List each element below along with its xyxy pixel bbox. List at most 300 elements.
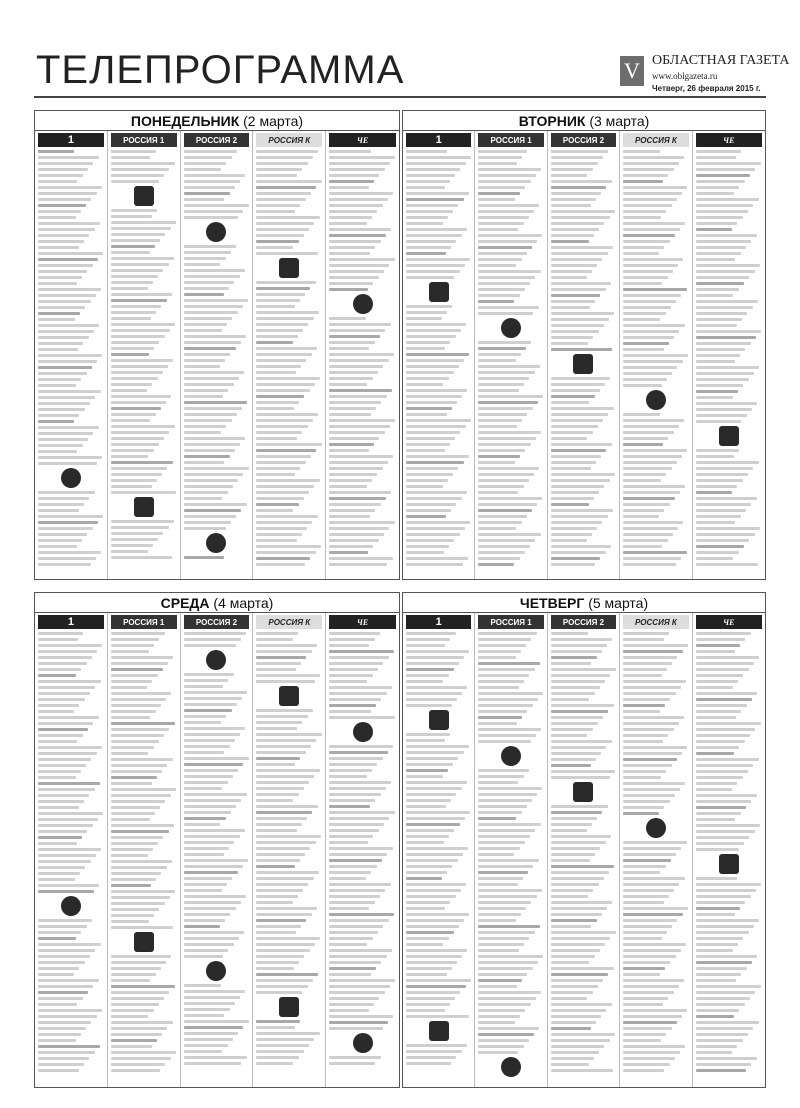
program-entry: [256, 222, 314, 225]
program-entry: [111, 926, 174, 929]
program-entry: [111, 251, 150, 254]
program-entry: [256, 781, 309, 784]
program-entry: [329, 668, 378, 671]
site-url: www.oblgazeta.ru: [652, 71, 718, 81]
program-entry: [38, 716, 99, 719]
program-entry: [38, 991, 88, 994]
masthead: [34, 48, 790, 100]
program-entry: [329, 638, 374, 641]
program-entry: [406, 739, 445, 742]
program-entry: [696, 913, 735, 916]
program-entry: [329, 234, 386, 237]
program-entry: [256, 425, 307, 428]
program-entry: [696, 306, 753, 309]
program-entry: [329, 186, 368, 189]
program-entry: [256, 745, 311, 748]
program-entry: [111, 461, 173, 464]
program-entry: [696, 318, 742, 321]
program-entry: [329, 258, 394, 261]
program-entry: [329, 359, 388, 362]
russia-k-logo: РОССИЯ К: [256, 133, 322, 147]
schedule-listing: [108, 632, 180, 1072]
program-entry: [551, 1033, 615, 1036]
program-entry: [111, 1069, 160, 1072]
program-entry: [478, 168, 541, 171]
program-entry: [623, 794, 675, 797]
program-entry: [256, 563, 305, 566]
program-entry: [184, 739, 235, 742]
program-entry: [256, 793, 298, 796]
program-entry: [256, 751, 305, 754]
program-entry: [184, 853, 224, 856]
program-entry: [329, 341, 374, 344]
program-entry: [184, 901, 241, 904]
program-entry: [696, 770, 748, 773]
program-entry: [478, 1027, 539, 1030]
program-entry: [38, 444, 83, 447]
program-entry: [184, 473, 244, 476]
program-entry: [406, 485, 443, 488]
program-entry: [329, 162, 390, 165]
program-entry: [111, 443, 159, 446]
program-entry: [406, 799, 451, 802]
program-entry: [256, 527, 307, 530]
russia-1-logo: РОССИЯ 1: [478, 615, 543, 629]
program-entry: [551, 955, 595, 958]
program-entry: [551, 318, 609, 321]
program-entry: [184, 299, 248, 302]
program-entry: [38, 1003, 77, 1006]
program-entry: [329, 692, 386, 695]
program-entry: [551, 1045, 605, 1048]
program-entry: [184, 311, 238, 314]
program-entry: [256, 979, 313, 982]
program-entry: [551, 419, 603, 422]
program-entry: [38, 848, 101, 851]
program-entry: [551, 234, 594, 237]
program-entry: [111, 556, 172, 559]
program-entry: [329, 204, 382, 207]
program-entry: [256, 204, 300, 207]
program-entry: [623, 680, 686, 683]
program-entry: [623, 865, 666, 868]
program-entry: [406, 443, 450, 446]
program-entry: [329, 949, 392, 952]
program-entry: [111, 1003, 159, 1006]
program-entry: [478, 638, 531, 641]
program-entry: [329, 383, 367, 386]
program-entry: [696, 668, 749, 671]
program-entry: [111, 449, 154, 452]
program-entry: [551, 246, 613, 249]
program-entry: [478, 383, 524, 386]
program-entry: [256, 769, 319, 772]
program-entry: [478, 967, 532, 970]
program-entry: [38, 234, 89, 237]
program-entry: [38, 384, 76, 387]
russia-k-logo: РОССИЯ К: [623, 615, 688, 629]
program-entry: [38, 527, 93, 530]
sub-channel-logo-icon: [719, 426, 739, 446]
program-entry: [256, 162, 307, 165]
program-entry: [623, 1039, 661, 1042]
program-entry: [551, 180, 612, 183]
program-entry: [111, 848, 153, 851]
program-entry: [111, 407, 161, 410]
program-entry: [111, 156, 150, 159]
program-entry: [38, 174, 83, 177]
program-entry: [406, 323, 466, 326]
program-entry: [329, 335, 380, 338]
program-entry: [111, 437, 164, 440]
program-entry: [478, 180, 530, 183]
program-entry: [38, 330, 94, 333]
program-entry: [184, 679, 229, 682]
program-entry: [184, 156, 232, 159]
program-entry: [478, 656, 515, 659]
program-entry: [623, 1051, 680, 1054]
program-entry: [478, 312, 533, 315]
program-entry: [184, 389, 229, 392]
program-entry: [551, 656, 597, 659]
program-entry: [696, 461, 759, 464]
program-entry: [111, 323, 175, 326]
program-entry: [38, 842, 77, 845]
masthead-rule: [34, 96, 766, 98]
program-entry: [478, 419, 522, 422]
program-entry: [38, 770, 81, 773]
program-entry: [329, 919, 388, 922]
program-entry: [256, 234, 303, 237]
program-entry: [696, 479, 743, 482]
program-entry: [111, 485, 152, 488]
program-entry: [329, 371, 378, 374]
program-entry: [406, 341, 450, 344]
program-entry: [38, 156, 99, 159]
channel-column: [35, 131, 108, 579]
program-entry: [111, 239, 160, 242]
program-entry: [478, 341, 531, 344]
program-entry: [551, 919, 597, 922]
program-entry: [256, 401, 299, 404]
program-entry: [478, 276, 535, 279]
program-entry: [111, 162, 175, 165]
program-entry: [329, 1009, 368, 1012]
program-entry: [38, 800, 84, 803]
program-entry: [551, 895, 588, 898]
program-entry: [623, 174, 668, 177]
program-entry: [478, 799, 532, 802]
program-entry: [256, 967, 294, 970]
program-entry: [406, 270, 460, 273]
program-entry: [329, 829, 378, 832]
sub-channel-logo-icon: [134, 186, 154, 206]
program-entry: [329, 967, 376, 970]
program-entry: [38, 1027, 86, 1030]
program-entry: [111, 728, 170, 731]
program-entry: [184, 829, 245, 832]
program-entry: [623, 318, 660, 321]
program-entry: [256, 491, 309, 494]
program-entry: [478, 377, 529, 380]
program-entry: [38, 638, 78, 641]
program-entry: [551, 734, 588, 737]
program-entry: [478, 1033, 534, 1036]
program-entry: [551, 485, 605, 488]
program-entry: [478, 847, 519, 850]
program-entry: [551, 961, 590, 964]
program-entry: [696, 180, 745, 183]
program-entry: [478, 937, 529, 940]
program-entry: [111, 830, 169, 833]
program-entry: [256, 317, 313, 320]
program-entry: [256, 907, 317, 910]
program-entry: [111, 233, 166, 236]
program-entry: [256, 847, 310, 850]
schedule-listing: [693, 632, 765, 1072]
program-entry: [256, 449, 316, 452]
program-entry: [38, 402, 90, 405]
program-entry: [329, 479, 372, 482]
program-entry: [329, 228, 391, 231]
che-logo: ЧЕ: [696, 615, 762, 629]
program-entry: [184, 865, 243, 868]
program-entry: [329, 413, 370, 416]
program-entry: [406, 745, 469, 748]
program-entry: [111, 473, 162, 476]
program-entry: [623, 473, 666, 476]
program-entry: [623, 162, 679, 165]
day-block: [34, 592, 400, 1088]
program-entry: [696, 889, 756, 892]
program-entry: [329, 425, 390, 428]
program-entry: [696, 1027, 754, 1030]
program-entry: [329, 835, 373, 838]
channel-column: [108, 613, 181, 1087]
program-entry: [478, 955, 543, 958]
program-entry: [551, 431, 593, 434]
program-entry: [184, 984, 222, 987]
program-entry: [329, 419, 395, 422]
program-entry: [184, 162, 227, 165]
program-entry: [478, 264, 516, 267]
program-entry: [623, 300, 676, 303]
page-title: ТЕЛЕПРОГРАММА: [36, 48, 405, 92]
program-entry: [256, 216, 319, 219]
program-entry: [623, 931, 667, 934]
program-entry: [38, 890, 94, 893]
program-entry: [406, 692, 462, 695]
program-entry: [623, 955, 675, 958]
program-entry: [256, 353, 311, 356]
program-entry: [184, 443, 241, 446]
program-entry: [38, 539, 82, 542]
program-entry: [184, 763, 244, 766]
russia-1-logo: РОССИЯ 1: [478, 133, 543, 147]
program-entry: [329, 323, 390, 326]
program-entry: [111, 788, 176, 791]
program-entry: [329, 407, 376, 410]
program-entry: [38, 740, 77, 743]
program-entry: [329, 317, 366, 320]
program-entry: [406, 973, 447, 976]
channel-column: [693, 613, 765, 1087]
program-entry: [184, 1062, 242, 1065]
program-entry: [551, 1063, 589, 1066]
russia-2-logo: РОССИЯ 2: [551, 615, 616, 629]
program-entry: [478, 901, 531, 904]
program-entry: [329, 698, 381, 701]
program-entry: [256, 937, 320, 940]
program-entry: [38, 866, 85, 869]
program-entry: [329, 276, 378, 279]
program-entry: [329, 937, 372, 940]
program-entry: [38, 776, 76, 779]
program-entry: [551, 949, 600, 952]
program-entry: [696, 156, 736, 159]
program-entry: [696, 662, 754, 665]
program-entry: [696, 264, 760, 267]
program-entry: [38, 722, 93, 725]
program-entry: [256, 859, 299, 862]
program-entry: [478, 710, 527, 713]
program-entry: [111, 908, 160, 911]
program-entry: [256, 287, 310, 290]
program-entry: [184, 467, 249, 470]
program-entry: [184, 204, 249, 207]
program-entry: [406, 305, 452, 308]
program-entry: [623, 877, 684, 880]
program-entry: [551, 722, 598, 725]
program-entry: [623, 252, 659, 255]
program-entry: [478, 1051, 518, 1054]
program-entry: [696, 408, 752, 411]
program-entry: [38, 366, 92, 369]
program-entry: [184, 907, 236, 910]
program-entry: [111, 1009, 154, 1012]
program-entry: [111, 967, 161, 970]
sub-channel-logo-icon: [353, 294, 373, 314]
program-entry: [551, 985, 598, 988]
program-entry: [696, 1051, 733, 1054]
program-entry: [38, 192, 97, 195]
program-entry: [111, 758, 173, 761]
channel-column: [35, 613, 108, 1087]
program-entry: [38, 438, 88, 441]
program-entry: [623, 997, 668, 1000]
program-entry: [38, 348, 78, 351]
program-entry: [406, 431, 460, 434]
program-entry: [406, 449, 445, 452]
program-entry: [478, 1039, 528, 1042]
program-entry: [478, 662, 539, 665]
program-entry: [184, 1038, 233, 1041]
program-entry: [184, 883, 227, 886]
program-entry: [329, 877, 366, 880]
program-entry: [623, 324, 684, 327]
program-entry: [478, 461, 515, 464]
program-entry: [111, 979, 150, 982]
program-entry: [111, 174, 164, 177]
program-entry: [623, 156, 684, 159]
program-entry: [551, 883, 599, 886]
program-entry: [38, 228, 95, 231]
program-entry: [478, 895, 536, 898]
program-entry: [478, 722, 517, 725]
program-entry: [111, 150, 156, 153]
program-entry: [38, 246, 79, 249]
program-entry: [406, 455, 469, 458]
program-entry: [696, 895, 751, 898]
program-entry: [478, 485, 523, 488]
program-entry: [256, 156, 313, 159]
program-entry: [623, 841, 686, 844]
paper-name: ОБЛАСТНАЯ ГАЗЕТА: [652, 53, 790, 68]
program-entry: [478, 557, 519, 560]
program-entry: [696, 698, 752, 701]
program-entry: [623, 716, 684, 719]
schedule-listing: [548, 150, 619, 566]
program-entry: [551, 1069, 613, 1072]
program-entry: [551, 817, 597, 820]
program-entry: [184, 775, 233, 778]
program-entry: [478, 925, 539, 928]
program-entry: [111, 716, 150, 719]
program-entry: [38, 396, 95, 399]
program-entry: [551, 1009, 607, 1012]
program-entry: [696, 842, 744, 845]
program-entry: [696, 150, 742, 153]
program-entry: [551, 264, 597, 267]
program-entry: [696, 198, 759, 201]
program-entry: [111, 257, 174, 260]
program-entry: [478, 1009, 525, 1012]
program-entry: [329, 395, 386, 398]
channel-column: [548, 131, 620, 579]
program-entry: [329, 841, 368, 844]
program-entry: [696, 919, 760, 922]
program-entry: [623, 632, 669, 635]
program-entry: [38, 258, 98, 261]
program-entry: [696, 186, 740, 189]
issue-date: Четверг, 26 февраля 2015 г.: [652, 84, 761, 93]
program-entry: [38, 545, 77, 548]
program-entry: [111, 269, 164, 272]
program-entry: [38, 426, 99, 429]
program-entry: [406, 515, 446, 518]
program-entry: [329, 180, 374, 183]
program-entry: [38, 1063, 84, 1066]
section-letter: V: [620, 56, 644, 86]
program-entry: [696, 937, 744, 940]
program-entry: [184, 287, 229, 290]
program-entry: [111, 710, 156, 713]
program-entry: [256, 521, 312, 524]
program-entry: [551, 991, 593, 994]
program-entry: [406, 521, 470, 524]
program-entry: [184, 281, 235, 284]
program-entry: [184, 673, 234, 676]
program-entry: [111, 168, 170, 171]
program-entry: [623, 662, 672, 665]
program-entry: [184, 721, 222, 724]
program-entry: [38, 878, 75, 881]
program-entry: [696, 372, 754, 375]
program-entry: [478, 246, 532, 249]
program-entry: [696, 1015, 735, 1018]
program-entry: [478, 240, 537, 243]
program-entry: [623, 539, 667, 542]
